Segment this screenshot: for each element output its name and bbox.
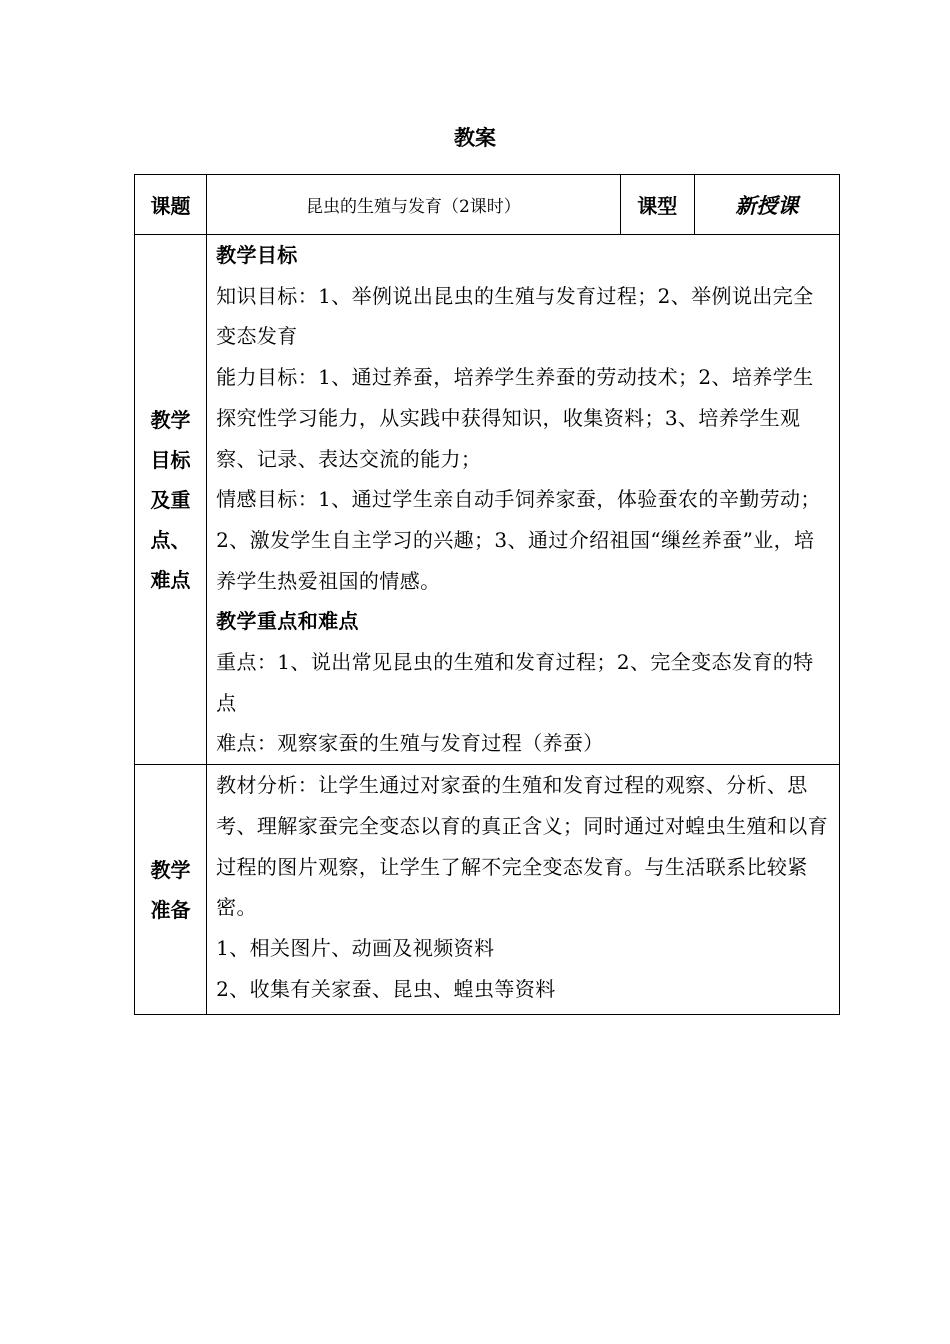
- preparation-row: [135, 765, 840, 1015]
- objectives-label-line: 点、: [150, 527, 191, 552]
- objectives-label-line: 目标: [150, 447, 191, 472]
- preparation-content: [207, 765, 840, 1015]
- preparation-label-line: 教学: [150, 857, 191, 882]
- difficult-point: 难点：观察家蚕的生殖与发育过程（养蚕）: [216, 731, 604, 756]
- key-points-heading: 教学重点和难点: [216, 609, 359, 634]
- ability-objective: 能力目标：1、通过养蚕，培养学生养蚕的劳动技术；2、培养学生探究性学习能力，从实践中获得知识，收集资料；3、培养学生观察、记录、表达交流的能力；: [216, 365, 814, 471]
- preparation-item: 1、相关图片、动画及视频资料: [216, 935, 495, 960]
- preparation-item: 2、收集有关家蚕、昆虫、蝗虫等资料: [216, 976, 556, 1001]
- document-title: 教案: [454, 126, 496, 150]
- preparation-label-line: 准备: [150, 897, 191, 922]
- objectives-label-line: 教学: [150, 407, 191, 432]
- objectives-label-line: 难点: [150, 567, 191, 592]
- objectives-content: [207, 235, 840, 765]
- lesson-plan-table: [134, 174, 840, 1015]
- type-value: 新授课: [694, 175, 839, 235]
- key-point: 重点：1、说出常见昆虫的生殖和发育过程；2、完全变态发育的特点: [216, 650, 814, 715]
- objectives-heading: 教学目标: [216, 243, 298, 267]
- objectives-label: [135, 235, 207, 765]
- topic-value: 昆虫的生殖与发育（2课时）: [207, 175, 621, 235]
- knowledge-objective: 知识目标：1、举例说出昆虫的生殖与发育过程；2、举例说出完全变态发育: [216, 283, 814, 349]
- type-label: 课型: [620, 175, 694, 235]
- topic-label: 课题: [135, 175, 207, 235]
- preparation-label: [135, 765, 207, 1015]
- objectives-label-line: 及重: [150, 487, 191, 512]
- objectives-row: [135, 235, 840, 765]
- header-row: [135, 175, 840, 235]
- emotion-objective: 情感目标：1、通过学生亲自动手饲养家蚕，体验蚕农的辛勤劳动；2、激发学生自主学习的兴趣；3、通过介绍祖国“缫丝养蚕”业，培养学生热爱祖国的情感。: [216, 487, 821, 593]
- material-analysis: 教材分析：让学生通过对家蚕的生殖和发育过程的观察、分析、思考、理解家蚕完全变态以育的真正含义；同时通过对蝗虫生殖和以育过程的图片观察，让学生了解不完全变态发育。与生活联系比较紧密。: [216, 773, 829, 920]
